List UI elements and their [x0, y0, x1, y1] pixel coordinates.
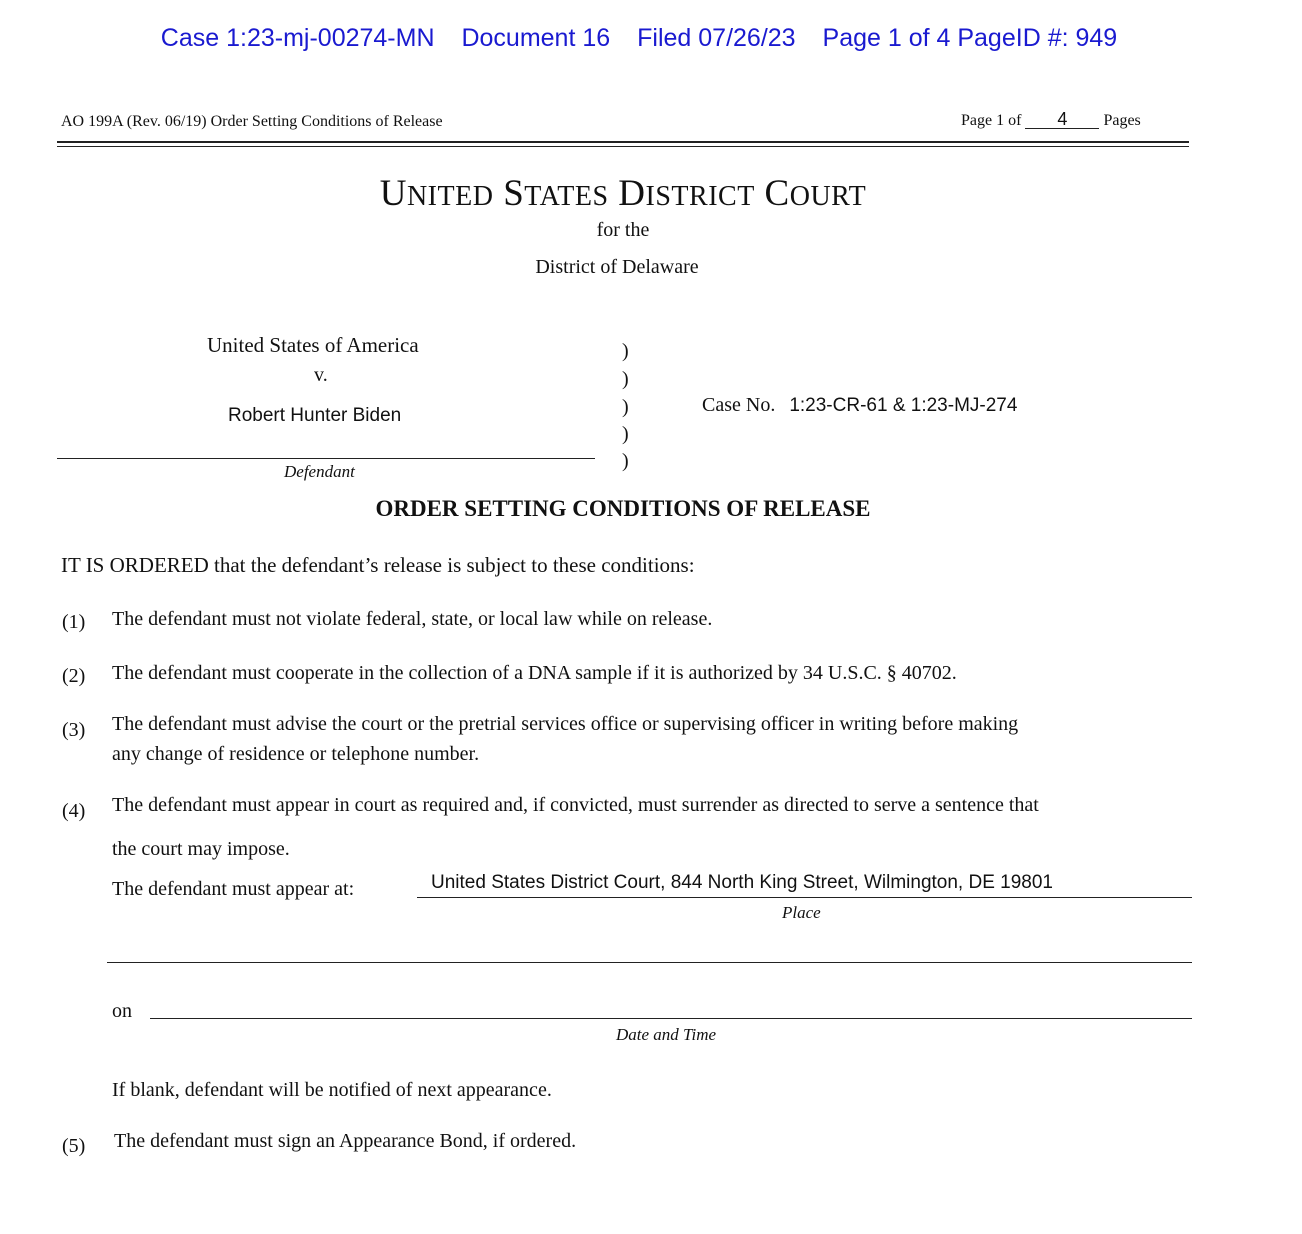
page-total: 4 — [1025, 110, 1099, 129]
caption-paren: ) — [622, 423, 629, 445]
condition-number: (1) — [62, 611, 86, 633]
header-rule-top — [57, 141, 1189, 143]
condition-text: any change of residence or telephone number. — [112, 743, 480, 765]
defendant-line — [57, 458, 595, 459]
order-title: ORDER SETTING CONDITIONS OF RELEASE — [375, 496, 871, 521]
filing-stamp — [0, 24, 1278, 53]
page-count — [961, 110, 1141, 130]
stamp-document: Document 16 — [461, 24, 611, 52]
order-intro: IT IS ORDERED that the defendant’s release is subject to these conditions: — [61, 553, 695, 577]
case-number-label: Case No. — [702, 394, 776, 416]
condition-text: The defendant must advise the court or the pretrial services office or supervising officer in writing before making — [112, 713, 1019, 735]
plaintiff-name: United States of America — [207, 333, 419, 357]
condition-text: The defendant must sign an Appearance Bond, if ordered. — [114, 1130, 577, 1152]
caption-paren: ) — [622, 340, 629, 362]
stamp-page: Page 1 of 4 PageID #: 949 — [822, 24, 1118, 52]
header-rule-bottom — [57, 146, 1189, 147]
versus: v. — [314, 364, 328, 386]
condition-text: The defendant must not violate federal, state, or local law while on release. — [112, 608, 713, 630]
condition-text: the court may impose. — [112, 838, 290, 860]
case-number-value: 1:23-CR-61 & 1:23-MJ-274 — [789, 395, 1018, 416]
blank-line — [107, 962, 1192, 963]
court-title-word: COURT — [764, 173, 867, 214]
condition-number: (3) — [62, 719, 86, 741]
caption-paren: ) — [622, 450, 629, 472]
form-id: AO 199A (Rev. 06/19) Order Setting Conditions of Release — [61, 113, 443, 130]
condition-number: (5) — [62, 1135, 86, 1157]
date-time-label: Date and Time — [616, 1025, 717, 1044]
defendant-name: Robert Hunter Biden — [228, 405, 402, 426]
page-suffix: Pages — [1103, 112, 1141, 129]
caption-paren: ) — [622, 396, 629, 418]
blank-note: If blank, defendant will be notified of next appearance. — [112, 1079, 552, 1101]
court-title — [0, 172, 1246, 215]
place-line — [417, 897, 1192, 898]
stamp-filed: Filed 07/26/23 — [637, 24, 796, 52]
appear-at-value: United States District Court, 844 North King Street, Wilmington, DE 19801 — [431, 872, 1053, 893]
condition-number: (4) — [62, 800, 86, 822]
court-title-word: STATES — [503, 173, 609, 214]
condition-text: The defendant must cooperate in the collection of a DNA sample if it is authorized by 34 U.S.C. § 40702. — [112, 662, 957, 684]
stamp-case: Case 1:23-mj-00274-MN — [160, 24, 435, 52]
date-time-line — [150, 1018, 1192, 1019]
condition-number: (2) — [62, 665, 86, 687]
page-prefix: Page 1 of — [961, 112, 1022, 129]
place-label: Place — [782, 903, 821, 922]
district-name: District of Delaware — [535, 256, 699, 278]
appear-at-label: The defendant must appear at: — [112, 878, 355, 900]
on-label: on — [112, 1000, 132, 1022]
court-title-word: DISTRICT — [618, 173, 755, 214]
case-number — [702, 394, 1017, 417]
caption-paren: ) — [622, 368, 629, 390]
defendant-label: Defendant — [284, 462, 355, 481]
for-the: for the — [596, 219, 650, 241]
condition-text: The defendant must appear in court as required and, if convicted, must surrender as directed to serve a sentence that — [112, 794, 1039, 816]
court-title-word: UNITED — [379, 173, 494, 214]
